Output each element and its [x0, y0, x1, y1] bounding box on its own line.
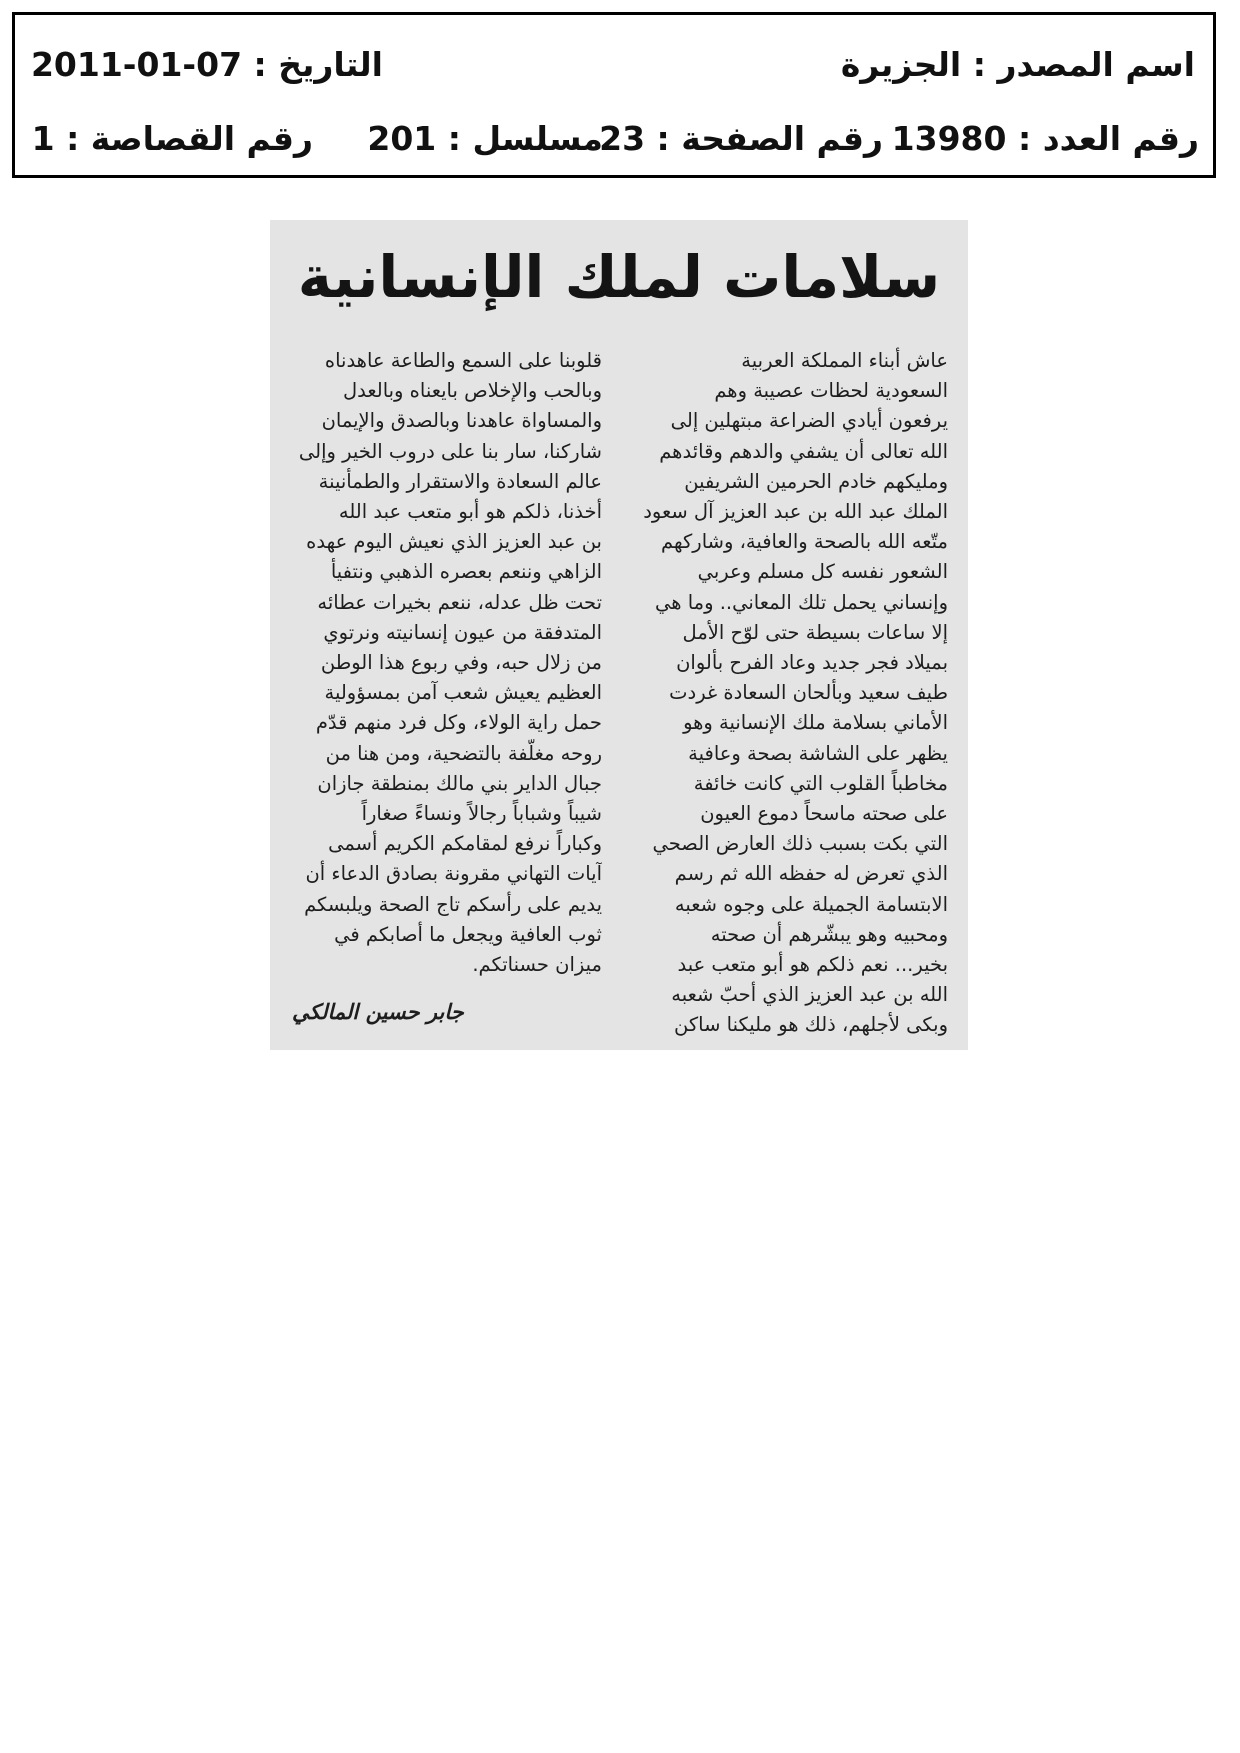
article-text-line: أخذنا، ذلكم هو أبو متعب عبد الله: [338, 500, 602, 524]
article-text-line: تحت ظل عدله، ننعم بخيرات عطائه: [317, 590, 602, 614]
article-text-line: الملك عبد الله بن عبد العزيز آل سعود: [643, 500, 948, 524]
newspaper-clipping: [270, 220, 968, 1050]
page-separator: :: [656, 119, 670, 158]
article-text-line: روحه مغلّفة بالتضحية، ومن هنا من: [325, 741, 602, 765]
source-value: الجزيرة: [840, 45, 962, 84]
clip-separator: :: [66, 119, 80, 158]
serial-separator: :: [447, 119, 461, 158]
article-text-line: العظيم يعيش شعب آمن بمسؤولية: [324, 681, 602, 705]
clip-label: رقم القصاصة: [90, 119, 313, 158]
article-text-line: على صحته ماسحاً دموع العيون: [700, 802, 948, 826]
article-text-line: الله تعالى أن يشفي والدهم وقائدهم: [659, 439, 948, 463]
article-text-line: الزاهي وننعم بعصره الذهبي ونتفيأ: [330, 560, 602, 584]
article-text-line: ومليكهم خادم الحرمين الشريفين: [684, 469, 948, 493]
issue-label: رقم العدد: [1042, 119, 1199, 158]
article-text-line: الشعور نفسه كل مسلم وعربي: [697, 560, 948, 584]
article-text-line: عالم السعادة والاستقرار والطمأنينة: [318, 469, 602, 493]
page-field: [599, 119, 883, 159]
source-separator: :: [972, 45, 986, 84]
date-separator: :: [253, 45, 267, 84]
article-text-line: التي بكت بسبب ذلك العارض الصحي: [652, 832, 948, 856]
issue-separator: :: [1017, 119, 1032, 158]
article-text-line: متّعه الله بالصحة والعافية، وشاركهم: [661, 530, 948, 554]
issue-value: 13980: [891, 119, 1007, 158]
article-text-line: مخاطباً القلوب التي كانت خائفة: [693, 771, 948, 795]
serial-field: [367, 119, 603, 159]
article-text-line: قلوبنا على السمع والطاعة عاهدناه: [324, 349, 602, 372]
article-text-line: ميزان حسناتكم.: [472, 953, 602, 977]
clip-field: [32, 119, 313, 159]
article-text-line: حمل راية الولاء، وكل فرد منهم قدّم: [315, 711, 602, 735]
article-text-line: شيباً وشباباً رجالاً ونساءً صغاراً: [361, 802, 602, 826]
article-text-line: وإنساني يحمل تلك المعاني.. وما هي: [654, 590, 948, 614]
article-author: جابر حسين المالكي: [292, 1000, 464, 1024]
article-text-line: آيات التهاني مقرونة بصادق الدعاء أن: [305, 862, 602, 886]
page-value: 23: [599, 119, 646, 158]
article-text-line: وكباراً نرفع لمقامكم الكريم أسمى: [328, 832, 602, 856]
serial-value: 201: [367, 119, 437, 158]
serial-label: مسلسل: [472, 119, 603, 158]
article-text-line: بن عبد العزيز الذي نعيش اليوم عهده: [306, 530, 602, 554]
page-label: رقم الصفحة: [681, 119, 883, 158]
source-field: [841, 45, 1195, 85]
date-value: 2011-01-07: [30, 45, 243, 84]
article-title: سلامات لملك الإنسانية: [297, 243, 941, 311]
article-text-line: يظهر على الشاشة بصحة وعافية: [688, 741, 948, 765]
article-text-line: السعودية لحظات عصيبة وهم: [714, 379, 948, 403]
article-text-line: ثوب العافية ويجعل ما أصابكم في: [334, 922, 602, 946]
article-text-line: وبالحب والإخلاص بايعناه وبالعدل: [342, 379, 602, 403]
article-text-line: بخير... نعم ذلكم هو أبو متعب عبد: [677, 953, 948, 977]
article-text-line: جبال الداير بني مالك بمنطقة جازان: [317, 771, 602, 795]
article-text-line: والمساواة عاهدنا وبالصدق والإيمان: [321, 409, 602, 433]
article-text-line: عاش أبناء المملكة العربية: [741, 349, 948, 372]
article-text-line: الذي تعرض له حفظه الله ثم رسم: [674, 862, 948, 886]
article-text-line: ومحبيه وهو يبشّرهم أن صحته: [710, 922, 948, 946]
article-text-line: وبكى لأجلهم، ذلك هو مليكنا ساكن: [674, 1013, 948, 1037]
article-text-line: يديم على رأسكم تاج الصحة ويلبسكم: [304, 892, 602, 916]
article-column-right: [638, 346, 948, 1041]
article-text-line: من زلال حبه، وفي ربوع هذا الوطن: [320, 651, 602, 675]
issue-field: [892, 119, 1199, 159]
metadata-header-box: [12, 12, 1216, 178]
source-label: اسم المصدر: [997, 45, 1195, 84]
article-column-left: [292, 346, 602, 980]
article-text-line: شاركنا، سار بنا على دروب الخير وإلى: [298, 439, 602, 463]
article-text-line: بميلاد فجر جديد وعاد الفرح بألوان: [676, 651, 948, 675]
article-text-line: الله بن عبد العزيز الذي أحبّ شعبه: [671, 983, 948, 1007]
article-text-line: طيف سعيد وبألحان السعادة غردت: [669, 681, 948, 705]
date-label: التاريخ: [278, 45, 383, 84]
clip-value: 1: [31, 119, 55, 158]
article-text-line: الأماني بسلامة ملك الإنسانية وهو: [683, 711, 948, 735]
article-text-line: المتدفقة من عيون إنسانيته ونرتوي: [323, 620, 602, 644]
article-text-line: الابتسامة الجميلة على وجوه شعبه: [674, 892, 948, 916]
article-text-line: إلا ساعات بسيطة حتى لوّح الأمل: [682, 620, 948, 644]
article-text-line: يرفعون أيادي الضراعة مبتهلين إلى: [670, 409, 948, 433]
date-field: [31, 45, 383, 85]
